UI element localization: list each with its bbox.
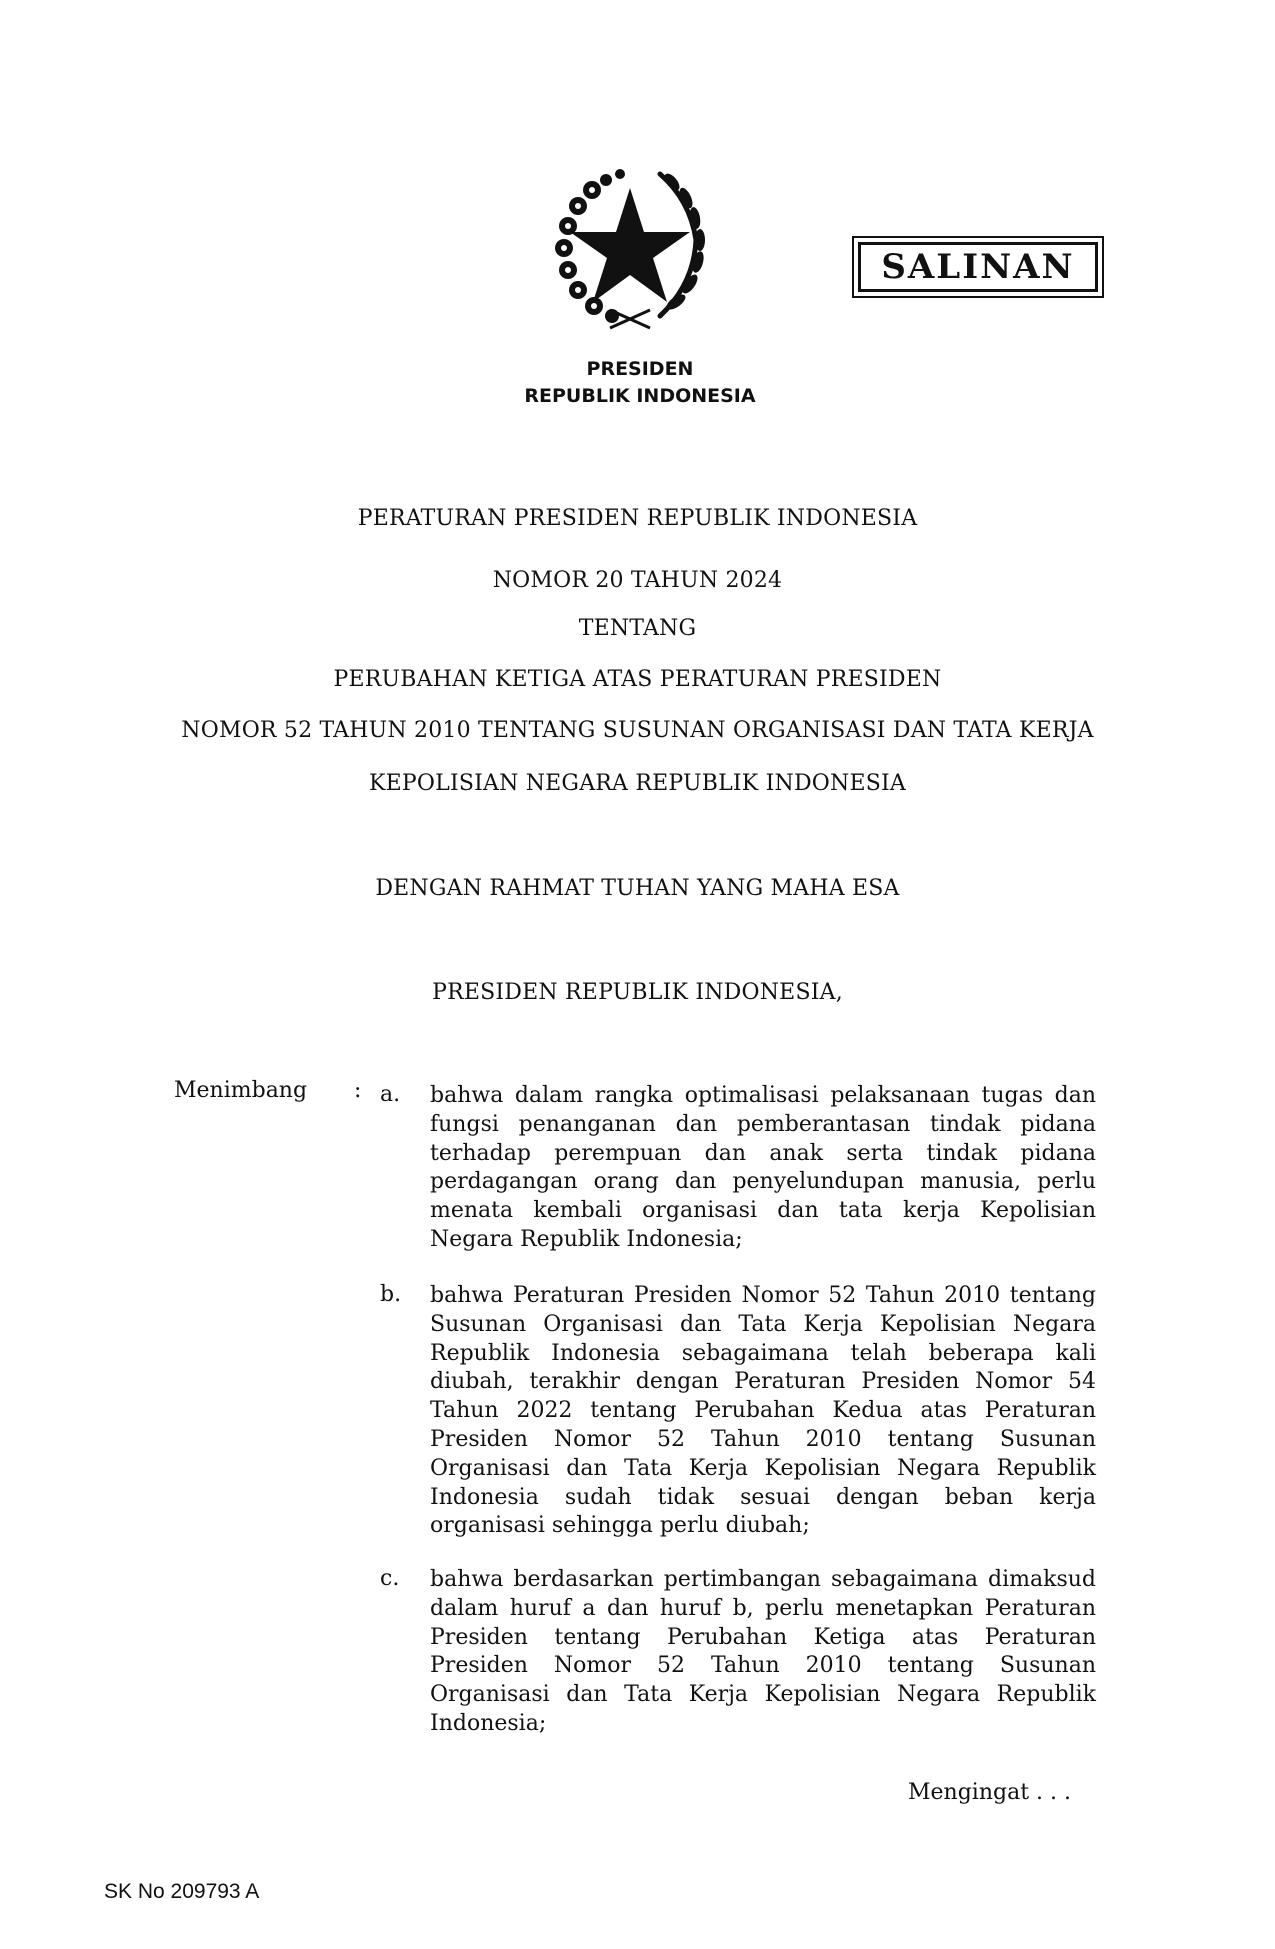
title-line-6: KEPOLISIAN NEGARA REPUBLIK INDONESIA [369, 771, 906, 796]
salinan-stamp-label: SALINAN [858, 242, 1098, 292]
considerations-colon: : [354, 1078, 362, 1103]
salinan-stamp [852, 236, 1104, 298]
page-continuation: Mengingat . . . [908, 1780, 1072, 1805]
consideration-a-text: bahwa dalam rangka optimalisasi pelaksanaan tugas dan fungsi penanganan dan pemberantasan tindak pidana terhadap perempuan dan anak serta tindak pidana perdagangan orang dan penyelundupan manusia, perlu menata kembali organisasi dan tata kerja Kepolisian Negara Republik Indonesia; [430, 1083, 1096, 1252]
invocation: DENGAN RAHMAT TUHAN YANG MAHA ESA [375, 876, 900, 901]
title-line-4: PERUBAHAN KETIGA ATAS PERATURAN PRESIDEN [333, 667, 942, 692]
emblem-caption [440, 356, 840, 410]
emblem-caption-line-1: PRESIDEN [586, 358, 694, 380]
addressee: PRESIDEN REPUBLIK INDONESIA, [432, 980, 843, 1005]
title-line-1: PERATURAN PRESIDEN REPUBLIK INDONESIA [357, 506, 918, 531]
considerations-label: Menimbang [174, 1078, 308, 1103]
consideration-a-letter: a. [380, 1082, 401, 1107]
consideration-b-letter: b. [380, 1282, 402, 1307]
emblem-caption-line-2: REPUBLIK INDONESIA [524, 385, 756, 407]
consideration-c-letter: c. [380, 1566, 400, 1591]
title-line-2: NOMOR 20 TAHUN 2024 [492, 568, 783, 593]
consideration-b-text: bahwa Peraturan Presiden Nomor 52 Tahun 2010 tentang Susunan Organisasi dan Tata Kerja Kepolisian Negara Republik Indonesia sebagaimana telah beberapa kali diubah, terakhir dengan Peraturan Presiden Nomor 54 Tahun 2022 tentang Perubahan Kedua atas Peraturan Presiden Nomor 52 Tahun 2010 tentang Susunan Organisasi dan Tata Kerja Kepolisian Negara Republik Indonesia sudah tidak sesuai dengan beban kerja organisasi sehingga perlu diubah; [430, 1283, 1096, 1539]
title-line-3: TENTANG [578, 616, 697, 641]
document-serial-number: SK No 209793 A [104, 1880, 260, 1903]
consideration-c-text: bahwa berdasarkan pertimbangan sebagaimana dimaksud dalam huruf a dan huruf b, perlu menetapkan Peraturan Presiden tentang Perubahan Ketiga atas Peraturan Presiden Nomor 52 Tahun 2010 tentang Susunan Organisasi dan Tata Kerja Kepolisian Negara Republik Indonesia; [430, 1567, 1096, 1736]
title-line-5: NOMOR 52 TAHUN 2010 TENTANG SUSUNAN ORGANISASI DAN TATA KERJA [181, 718, 1094, 743]
presidential-emblem-icon [540, 160, 720, 340]
